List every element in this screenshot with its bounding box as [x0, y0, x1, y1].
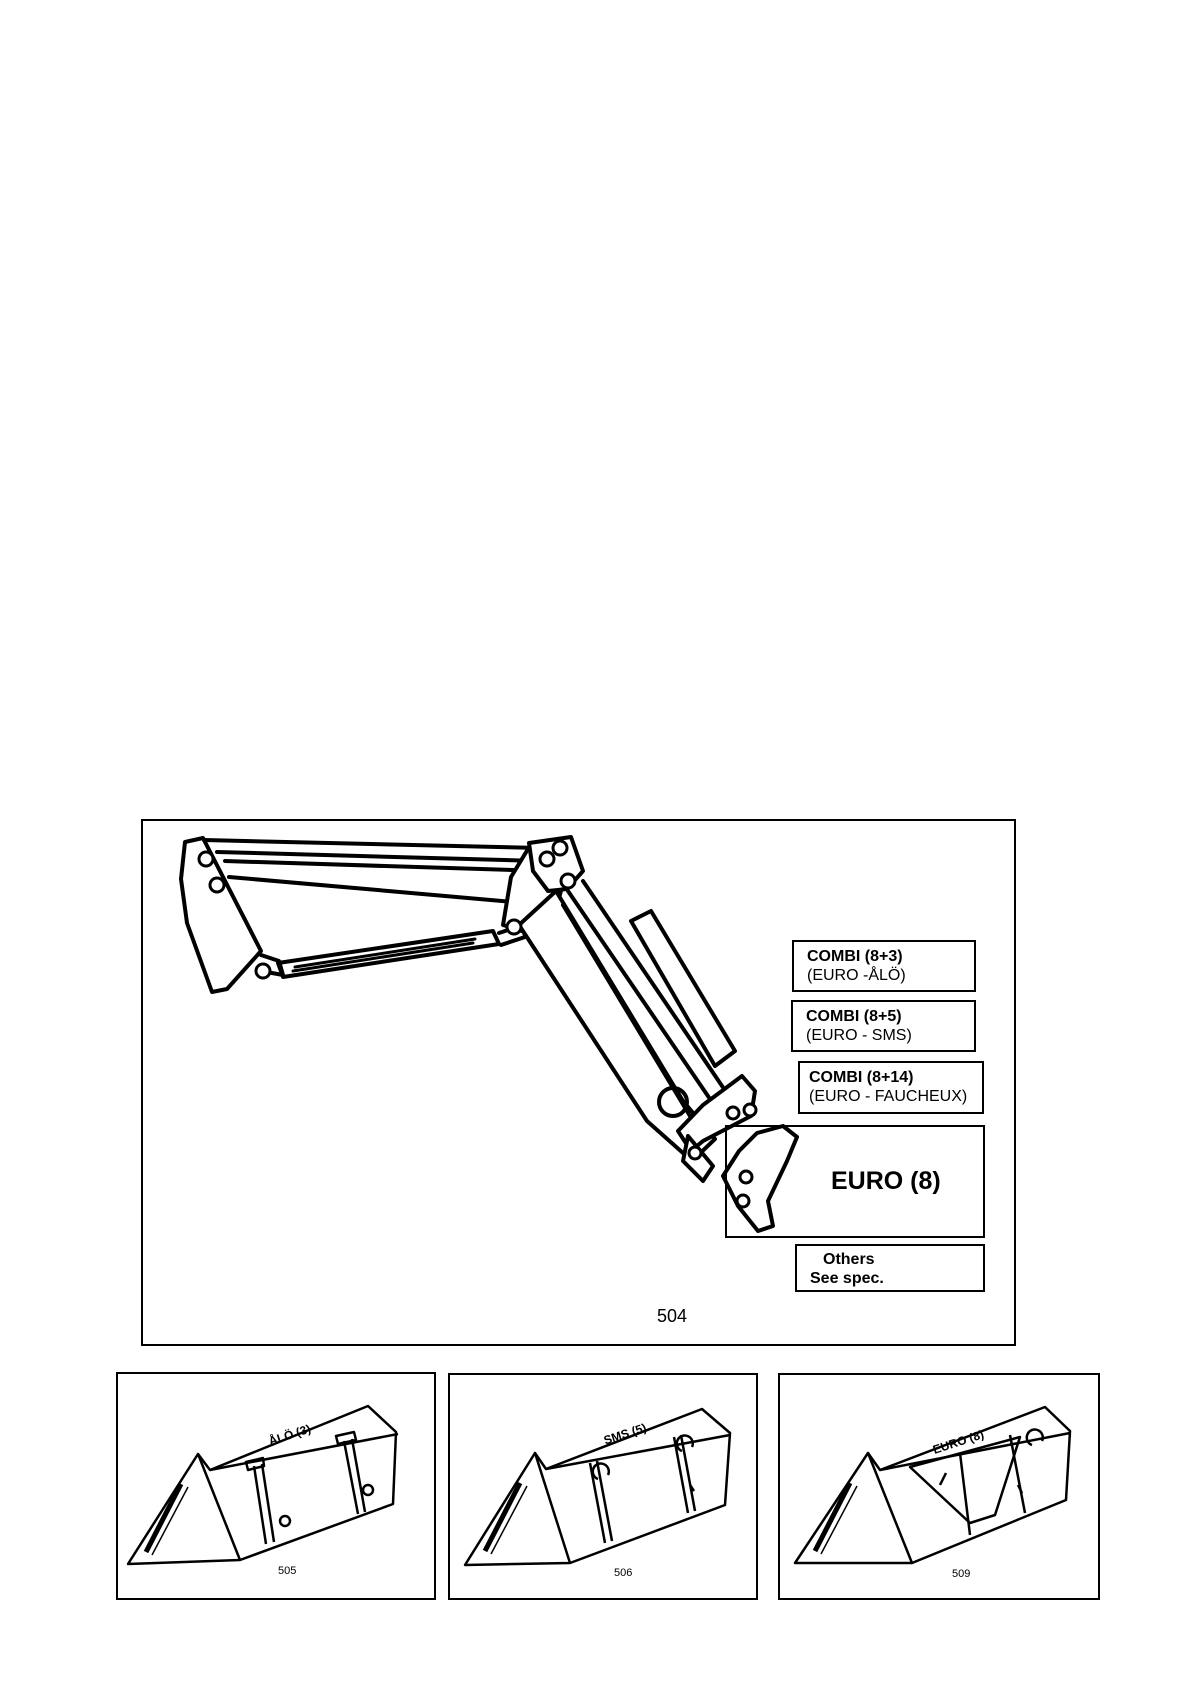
combi-8-14-title: COMBI (8+14)	[809, 1069, 914, 1086]
combi-8-14-sub: (EURO - FAUCHEUX)	[809, 1088, 968, 1105]
bucket-label-506: SMS (5)	[601, 1420, 649, 1448]
others-line2: See spec.	[810, 1270, 884, 1287]
label-combi-8-5	[791, 1000, 976, 1052]
combi-8-5-sub: (EURO - SMS)	[806, 1027, 912, 1044]
bucket-label-509: EURO (8)	[931, 1427, 986, 1457]
label-others	[795, 1244, 985, 1292]
bucket-drawing-506	[450, 1375, 760, 1602]
label-combi-8-14	[798, 1061, 984, 1114]
upper-boom-bar	[204, 840, 540, 861]
lift-cylinder	[278, 931, 499, 977]
bucket-figure-509	[778, 1373, 1100, 1600]
bucket-figure-505	[116, 1372, 436, 1600]
upper-boom-inner	[225, 861, 543, 871]
combi-8-3-title: COMBI (8+3)	[807, 948, 903, 965]
upper-boom-bar-lower	[229, 877, 548, 905]
label-combi-8-3	[792, 940, 976, 992]
euro-8-title: EURO (8)	[831, 1167, 941, 1195]
combi-8-5-title: COMBI (8+5)	[806, 1008, 902, 1025]
figure-number-506: 506	[614, 1567, 633, 1579]
combi-8-3-sub: (EURO -ÅLÖ)	[807, 967, 906, 984]
loader-arm-figure	[141, 819, 1016, 1346]
bucket-label-505: ÅLÖ (3)	[266, 1421, 313, 1449]
others-line1: Others	[823, 1251, 875, 1268]
bucket-figure-506	[448, 1373, 758, 1600]
bucket-drawing-509	[780, 1375, 1102, 1602]
figure-number-509: 509	[952, 1568, 971, 1580]
figure-number-504: 504	[657, 1306, 688, 1326]
pivot-pins	[199, 841, 756, 1207]
label-euro-8	[725, 1125, 985, 1238]
figure-number-505: 505	[278, 1565, 297, 1577]
